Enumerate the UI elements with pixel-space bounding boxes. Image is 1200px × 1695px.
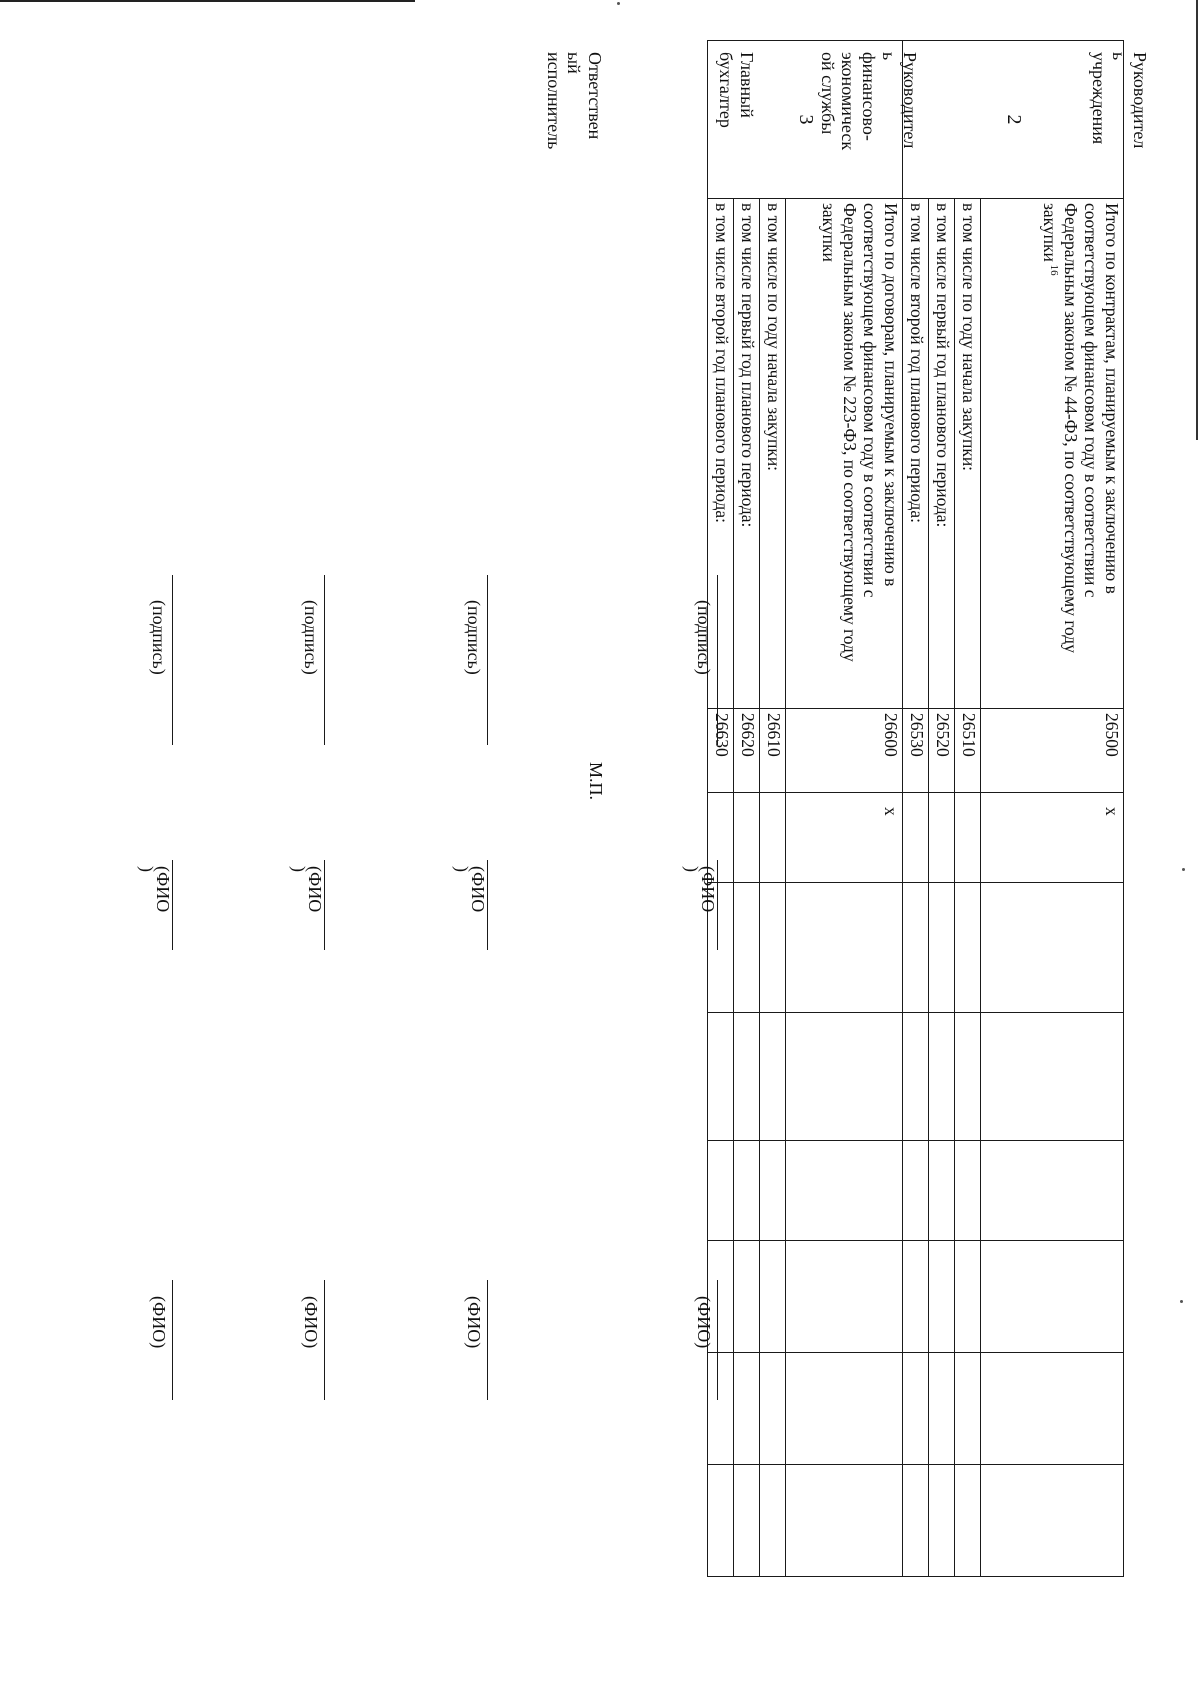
row-mark: x [786, 793, 903, 883]
row-label: в том числе по году начала закупки: [760, 199, 786, 709]
signature-line [324, 575, 325, 745]
row-label: в том числе первый год планового периода: [929, 199, 955, 709]
signature-caption: (подпись) [301, 600, 321, 675]
row-code: 26620 [734, 709, 760, 793]
signature-line [487, 575, 488, 745]
row-label: в том числе второй год планового периода: [903, 199, 929, 709]
row-code: 26510 [955, 709, 981, 793]
row-code: 26610 [760, 709, 786, 793]
fio-full-caption: (ФИО) [694, 1296, 714, 1349]
fio-short-caption: (ФИО ) [451, 866, 488, 913]
row-code: 26530 [903, 709, 929, 793]
fio-full-line [717, 1280, 718, 1400]
signer-role: Главный бухгалтер [716, 52, 757, 128]
signature-line [172, 575, 173, 745]
fio-full-caption: (ФИО) [149, 1296, 169, 1349]
signer-role: Руководител ь финансово- экономическ ой службы [817, 52, 920, 151]
row-code: 26500 [981, 709, 1124, 793]
fio-full-line [487, 1280, 488, 1400]
signature-line [717, 575, 718, 745]
row-label: в том числе по году начала закупки: [955, 199, 981, 709]
signer-role: Руководител ь учреждения [1088, 52, 1150, 149]
section-number: 3 [708, 41, 903, 199]
fio-short-caption: (ФИО ) [136, 866, 173, 913]
fio-short-caption: (ФИО ) [288, 866, 325, 913]
footnote-marker: 16 [1047, 261, 1060, 276]
row-label: в том числе первый год планового периода: [734, 199, 760, 709]
signer-role: Ответствен ый исполнитель [543, 52, 605, 150]
stamp-place-label: М.П. [586, 762, 606, 801]
row-code: 26630 [708, 709, 734, 793]
fio-full-line [172, 1280, 173, 1400]
fio-full-line [324, 1280, 325, 1400]
row-mark: x [981, 793, 1124, 883]
signature-caption: (подпись) [464, 600, 484, 675]
fio-short-caption: (ФИО ) [681, 866, 718, 913]
row-label: Итого по договорам, планируемым к заключению в соответствующем финансовом году в соответствии с Федеральным законом № 223-ФЗ, по соответствующему году закупки [786, 199, 903, 709]
signature-caption: (подпись) [149, 600, 169, 675]
fio-full-caption: (ФИО) [301, 1296, 321, 1349]
row-label: в том числе второй год планового периода: [708, 199, 734, 709]
fio-full-caption: (ФИО) [464, 1296, 484, 1349]
row-code: 26600 [786, 709, 903, 793]
section-number: 2 [903, 41, 1124, 199]
row-code: 26520 [929, 709, 955, 793]
row-label: Итого по контрактам, планируемым к заключению в соответствующем финансовом году в соответствии с Федеральным законом № 44-ФЗ, по соответствующему году закупки $^{16}$ [981, 199, 1124, 709]
signature-caption: (подпись) [694, 600, 714, 675]
